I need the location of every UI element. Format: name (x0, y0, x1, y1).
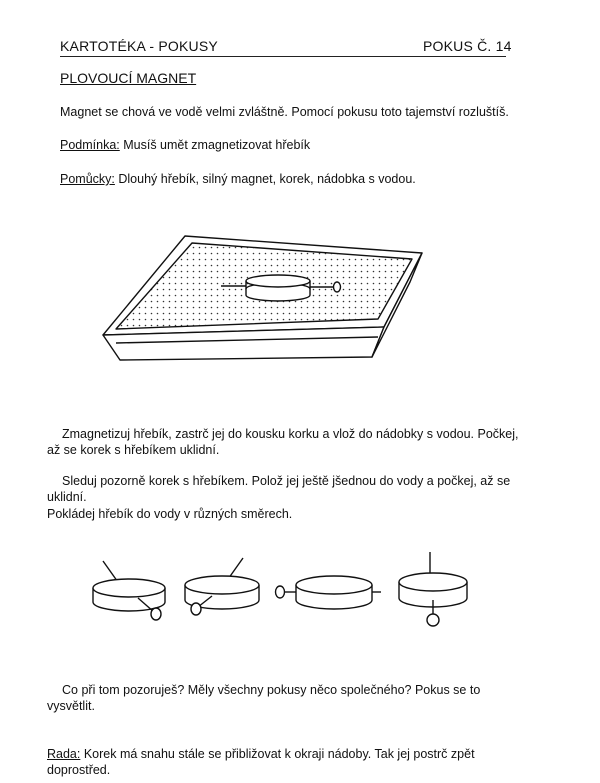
step1-line1: Zmagnetizuj hřebík, zastrč jej do kousku korku a vlož do nádobky s vodou. Počkej, (62, 427, 519, 441)
cork-3 (276, 576, 382, 609)
advice-label: Rada: (47, 747, 81, 761)
cork-2 (185, 558, 259, 615)
question-line1: Co při tom pozoruješ? Měly všechny pokusy něco společného? Pokus se to (62, 683, 481, 697)
header-left: KARTOTÉKA - POKUSY (60, 38, 218, 54)
condition-label: Podmínka: (60, 138, 120, 152)
tools-text: Dlouhý hřebík, silný magnet, korek, nádobka s vodou. (114, 172, 416, 186)
step2-line2: uklidní. (47, 490, 87, 504)
advice-line2: doprostřed. (47, 763, 111, 777)
advice-text: Korek má snahu stále se přibližovat k okraji nádoby. Tak jej postrč zpět (80, 747, 475, 761)
condition-text: Musíš umět zmagnetizovat hřebík (119, 138, 311, 152)
page-title: PLOVOUCÍ MAGNET (60, 70, 197, 86)
step1-line2: až se korek s hřebíkem uklidní. (47, 443, 220, 457)
tools-label: Pomůcky: (60, 172, 115, 186)
cork-1 (93, 561, 165, 620)
header-right: POKUS Č. 14 (423, 38, 512, 54)
cork-4 (399, 552, 467, 626)
intro-text: Magnet se chová ve vodě velmi zvláštně. Pomocí pokusu toto tajemství rozluštíš. (60, 105, 509, 119)
step2-line1: Sleduj pozorně korek s hřebíkem. Polož jej ještě jšednou do vody a počkej, až se (62, 474, 511, 488)
question-line2: vysvětlit. (47, 699, 95, 713)
advice-line1 (47, 746, 475, 763)
step3: Pokládej hřebík do vody v různých směrech. (47, 507, 293, 521)
